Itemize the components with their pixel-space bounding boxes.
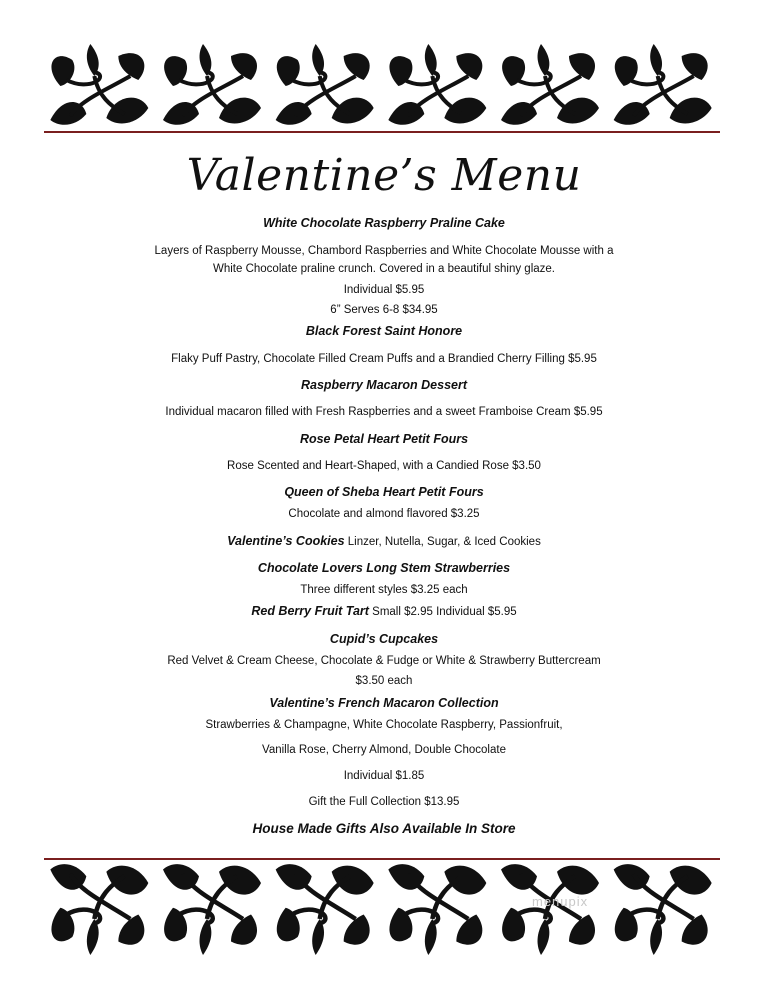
item-price-macaron-individual: Individual $1.85 bbox=[343, 770, 425, 782]
item-desc-strawberries: Three different styles $3.25 each bbox=[300, 584, 468, 596]
leaf-shape bbox=[106, 98, 148, 124]
item-row-cookies bbox=[60, 534, 708, 549]
leaf-shape bbox=[456, 53, 482, 80]
item-desc-fruit-tart: Small $2.95 Individual $5.95 bbox=[368, 606, 517, 618]
ornament-group bbox=[50, 864, 711, 955]
item-name-macaron-collection: Valentine’s French Macaron Collection bbox=[269, 696, 499, 710]
item-desc-macaron-collection-2: Vanilla Rose, Cherry Almond, Double Chocolate bbox=[262, 744, 506, 756]
item-desc-cookies: Linzer, Nutella, Sugar, & Iced Cookies bbox=[344, 536, 541, 548]
item-price-macaron-gift: Gift the Full Collection $13.95 bbox=[308, 796, 460, 808]
item-desc-macaron-collection-1: Strawberries & Champagne, White Chocolate Raspberry, Passionfruit, bbox=[205, 719, 563, 731]
leaf-shape bbox=[670, 98, 712, 124]
leaf-shape bbox=[118, 53, 144, 80]
item-price-praline-individual: Individual $5.95 bbox=[343, 284, 425, 296]
ornament-group bbox=[50, 44, 711, 125]
item-desc-rose-petal: Rose Scented and Heart-Shaped, with a Candied Rose $3.50 bbox=[227, 460, 541, 472]
page-title: Valentine’s Menu bbox=[186, 150, 582, 201]
top-divider-rule bbox=[44, 131, 720, 133]
footer-note: House Made Gifts Also Available In Store bbox=[252, 821, 516, 836]
leaf-shape bbox=[344, 915, 370, 945]
item-desc-praline-cake-1: Layers of Raspberry Mousse, Chambord Raspberries and White Chocolate Mousse with a bbox=[154, 245, 614, 257]
bottom-ornament-border bbox=[44, 856, 720, 964]
floral-ornament-icon bbox=[44, 856, 720, 964]
stem-shape bbox=[179, 874, 243, 924]
item-name-queen-sheba: Queen of Sheba Heart Petit Fours bbox=[284, 485, 484, 499]
floral-ornament-icon bbox=[44, 36, 720, 132]
stem-shape bbox=[66, 874, 130, 924]
leaf-shape bbox=[106, 866, 148, 895]
item-name-raspberry-macaron: Raspberry Macaron Dessert bbox=[300, 378, 468, 392]
item-name-cookies: Valentine’s Cookies bbox=[227, 534, 345, 548]
leaf-shape bbox=[682, 53, 708, 80]
leaf-shape bbox=[332, 866, 374, 895]
stem-shape bbox=[292, 874, 356, 924]
leaf-shape bbox=[569, 915, 595, 945]
item-price-praline-serves: 6” Serves 6-8 $34.95 bbox=[330, 304, 438, 316]
item-desc-cupcakes-2: $3.50 each bbox=[355, 675, 413, 687]
item-desc-praline-cake-2: White Chocolate praline crunch. Covered in a beautiful shiny glaze. bbox=[213, 263, 555, 275]
item-desc-cupcakes-1: Red Velvet & Cream Cheese, Chocolate & Fudge or White & Strawberry Buttercream bbox=[167, 655, 601, 667]
leaf-shape bbox=[682, 915, 708, 945]
item-desc-raspberry-macaron: Individual macaron filled with Fresh Raspberries and a sweet Framboise Cream $5.95 bbox=[165, 406, 603, 418]
item-name-black-forest: Black Forest Saint Honore bbox=[305, 324, 463, 338]
leaf-shape bbox=[670, 866, 712, 895]
leaf-shape bbox=[219, 98, 261, 124]
leaf-shape bbox=[332, 98, 374, 124]
leaf-shape bbox=[444, 866, 486, 895]
leaf-shape bbox=[456, 915, 482, 945]
item-name-praline-cake: White Chocolate Raspberry Praline Cake bbox=[263, 216, 505, 230]
item-desc-black-forest: Flaky Puff Pastry, Chocolate Filled Cream Puffs and a Brandied Cherry Filling $5.95 bbox=[171, 353, 597, 365]
watermark-text: menupix bbox=[532, 894, 589, 909]
leaf-shape bbox=[231, 915, 257, 945]
leaf-shape bbox=[569, 53, 595, 80]
item-name-strawberries: Chocolate Lovers Long Stem Strawberries bbox=[257, 561, 511, 575]
top-ornament-border bbox=[44, 36, 720, 136]
leaf-shape bbox=[557, 98, 599, 124]
stem-shape bbox=[630, 874, 694, 924]
leaf-shape bbox=[118, 915, 144, 945]
item-name-cupcakes: Cupid’s Cupcakes bbox=[329, 632, 439, 646]
item-name-rose-petal: Rose Petal Heart Petit Fours bbox=[299, 432, 469, 446]
leaf-shape bbox=[444, 98, 486, 124]
item-desc-queen-sheba: Chocolate and almond flavored $3.25 bbox=[288, 508, 480, 520]
leaf-shape bbox=[344, 53, 370, 80]
item-name-fruit-tart: Red Berry Fruit Tart bbox=[251, 604, 369, 618]
item-row-fruit-tart bbox=[60, 604, 708, 619]
stem-shape bbox=[404, 874, 468, 924]
leaf-shape bbox=[557, 866, 599, 895]
leaf-shape bbox=[231, 53, 257, 80]
leaf-shape bbox=[219, 866, 261, 895]
